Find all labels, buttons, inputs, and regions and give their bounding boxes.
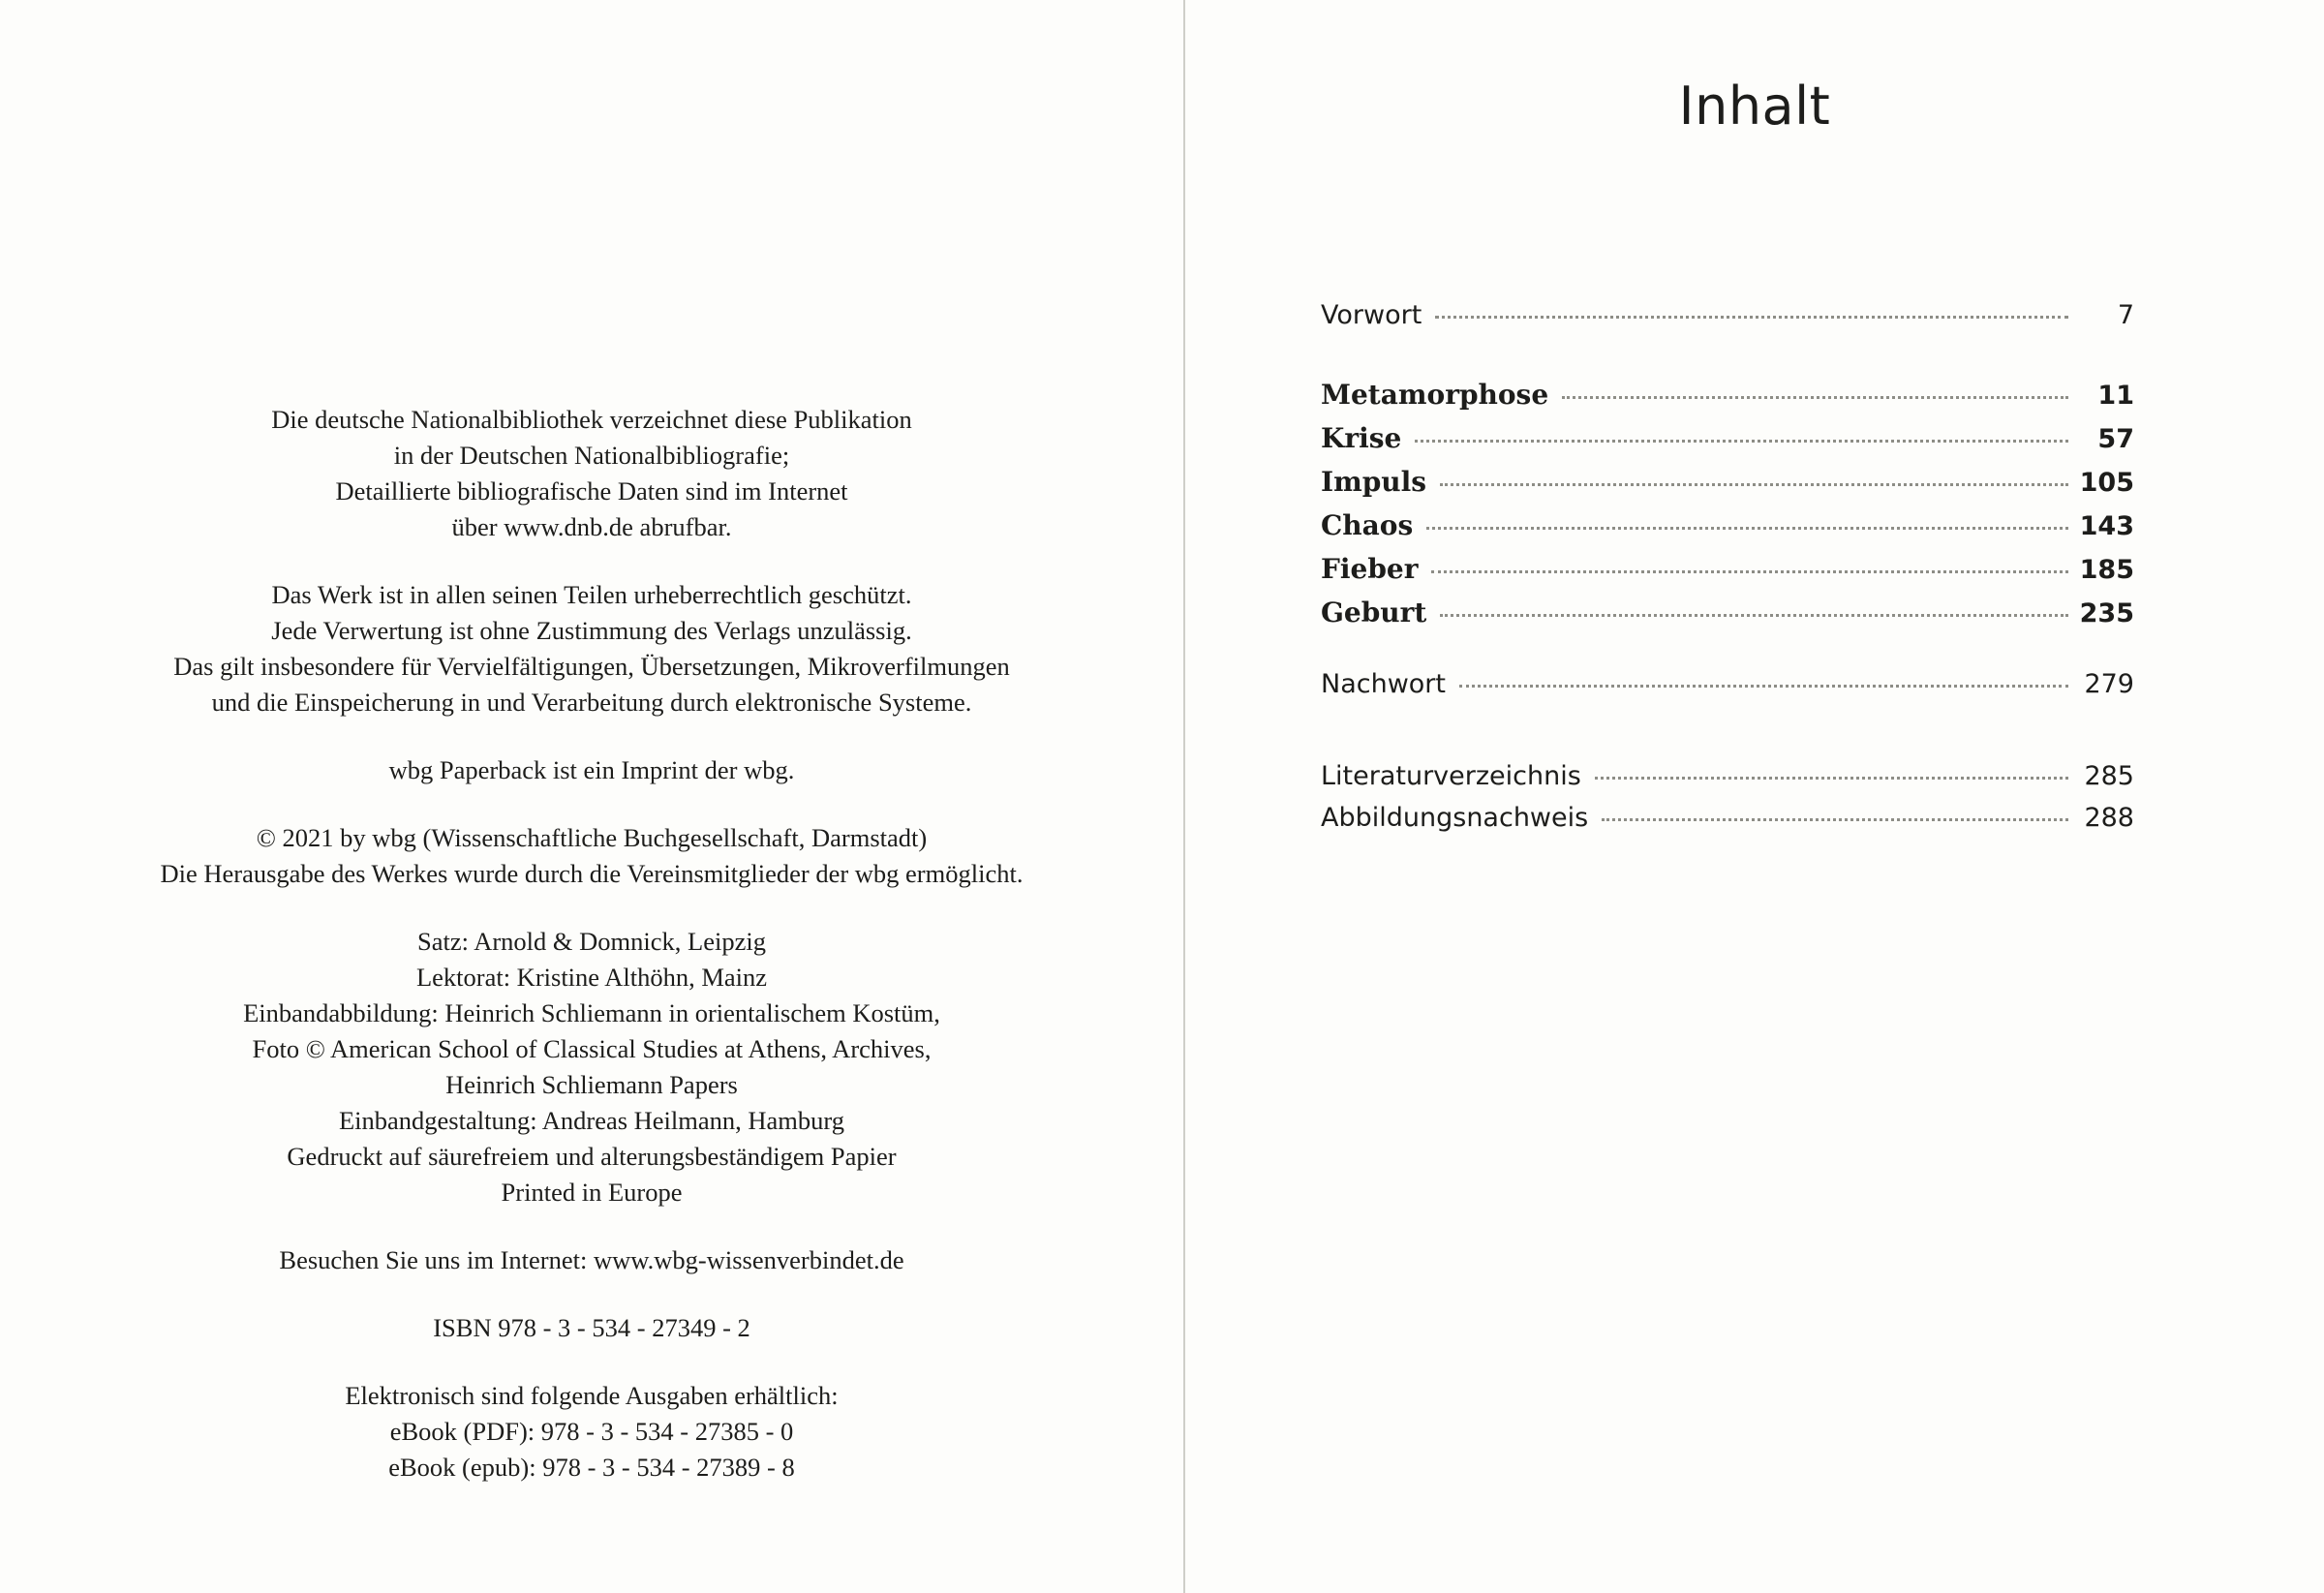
toc-entry[interactable] [1321, 379, 2134, 411]
toc-leader-dots [1595, 769, 2068, 780]
imprint-text-block [0, 402, 1183, 1486]
toc-entry[interactable] [1321, 803, 2134, 833]
toc-entry-page-number: 57 [2097, 424, 2134, 454]
imprint-line: ISBN 978 - 3 - 534 - 27349 - 2 [433, 1313, 750, 1342]
imprint-paragraph [0, 402, 1183, 545]
imprint-line: und die Einspeicherung in und Verarbeitung durch elektronische Systeme. [211, 688, 972, 717]
imprint-line: eBook (PDF): 978 - 3 - 534 - 27385 - 0 [389, 1417, 794, 1446]
toc-entry-label: Literaturverzeichnis [1321, 761, 1581, 791]
imprint-line: wbg Paperback ist ein Imprint der wbg. [388, 755, 795, 784]
toc-entry-label: Krise [1321, 422, 1402, 454]
imprint-line: Heinrich Schliemann Papers [445, 1070, 738, 1099]
toc-entry-page-number: 288 [2084, 803, 2134, 833]
toc-entry-page-number: 285 [2084, 761, 2134, 791]
imprint-line: Gedruckt auf säurefreiem und alterungsbeständigem Papier [287, 1142, 897, 1171]
imprint-line: © 2021 by wbg (Wissenschaftliche Buchgesellschaft, Darmstadt) [256, 823, 928, 852]
toc-entry-label: Abbildungsnachweis [1321, 803, 1589, 833]
toc-entry[interactable] [1321, 422, 2134, 454]
imprint-line: Satz: Arnold & Domnick, Leipzig [417, 927, 766, 956]
toc-entry[interactable] [1321, 300, 2134, 330]
imprint-line: Einbandabbildung: Heinrich Schliemann in orientalischem Kostüm, [243, 998, 940, 1027]
imprint-line: Besuchen Sie uns im Internet: www.wbg-wissenverbindet.de [279, 1245, 904, 1274]
imprint-line: in der Deutschen Nationalbibliografie; [393, 441, 790, 470]
toc-entry[interactable] [1321, 466, 2134, 498]
toc-entry-label: Fieber [1321, 553, 1419, 585]
toc-entry[interactable] [1321, 553, 2134, 585]
imprint-line: Elektronisch sind folgende Ausgaben erhältlich: [345, 1381, 839, 1410]
page-title: Inhalt [1678, 76, 1831, 137]
toc-group-spacer [1321, 342, 2134, 379]
toc-entry-label: Metamorphose [1321, 379, 1549, 411]
imprint-line: Jede Verwertung ist ohne Zustimmung des Verlags unzulässig. [271, 616, 912, 645]
toc-entry-page-number: 185 [2079, 555, 2134, 585]
toc-entry-page-number: 143 [2079, 511, 2134, 541]
toc-leader-dots [1562, 388, 2068, 399]
toc-entry-page-number: 7 [2117, 300, 2134, 330]
imprint-line: Lektorat: Kristine Althöhn, Mainz [415, 963, 768, 992]
toc-entry-label: Geburt [1321, 597, 1427, 628]
imprint-line: Printed in Europe [501, 1178, 683, 1207]
toc-entry-label: Nachwort [1321, 669, 1446, 699]
toc-leader-dots [1459, 677, 2068, 688]
imprint-line: Foto © American School of Classical Studies at Athens, Archives, [252, 1034, 932, 1063]
toc-entry-label: Chaos [1321, 509, 1414, 541]
toc-entry-page-number: 105 [2079, 468, 2134, 498]
toc-entry[interactable] [1321, 509, 2134, 541]
toc-leader-dots [1415, 432, 2068, 443]
toc-leader-dots [1435, 308, 2068, 319]
imprint-line: Die deutsche Nationalbibliothek verzeichnet diese Publikation [271, 405, 912, 434]
toc-entry[interactable] [1321, 669, 2134, 699]
imprint-paragraph [0, 577, 1183, 720]
imprint-paragraph [0, 1378, 1183, 1486]
toc-leader-dots [1440, 606, 2067, 617]
imprint-line: über www.dnb.de abrufbar. [451, 512, 732, 541]
toc-entry[interactable] [1321, 761, 2134, 791]
toc-leader-dots [1440, 475, 2068, 486]
imprint-line: Detaillierte bibliografische Daten sind im Internet [335, 476, 848, 505]
toc-entry-page-number: 279 [2084, 669, 2134, 699]
imprint-paragraph [0, 924, 1183, 1210]
toc-group-spacer [1321, 711, 2134, 761]
imprint-line: Die Herausgabe des Werkes wurde durch die Vereinsmitglieder der wbg ermöglicht. [160, 859, 1024, 888]
imprint-paragraph [0, 820, 1183, 892]
toc-entry-label: Impuls [1321, 466, 1427, 498]
table-of-contents-page [1185, 0, 2324, 1593]
imprint-line: Einbandgestaltung: Andreas Heilmann, Hamburg [338, 1106, 845, 1135]
toc-leader-dots [1431, 563, 2067, 573]
toc-group-spacer [1321, 640, 2134, 669]
table-of-contents-list [1321, 300, 2134, 844]
toc-leader-dots [1426, 519, 2067, 530]
imprint-line: eBook (epub): 978 - 3 - 534 - 27389 - 8 [388, 1453, 795, 1482]
imprint-paragraph [0, 1310, 1183, 1346]
toc-leader-dots [1602, 811, 2068, 821]
toc-entry[interactable] [1321, 597, 2134, 628]
imprint-line: Das gilt insbesondere für Vervielfältigungen, Übersetzungen, Mikroverfilmungen [173, 652, 1010, 681]
toc-entry-label: Vorwort [1321, 300, 1422, 330]
imprint-paragraph [0, 752, 1183, 788]
toc-entry-page-number: 11 [2097, 381, 2134, 411]
toc-entry-page-number: 235 [2079, 598, 2134, 628]
imprint-paragraph [0, 1242, 1183, 1278]
imprint-line: Das Werk ist in allen seinen Teilen urheberrechtlich geschützt. [271, 580, 912, 609]
